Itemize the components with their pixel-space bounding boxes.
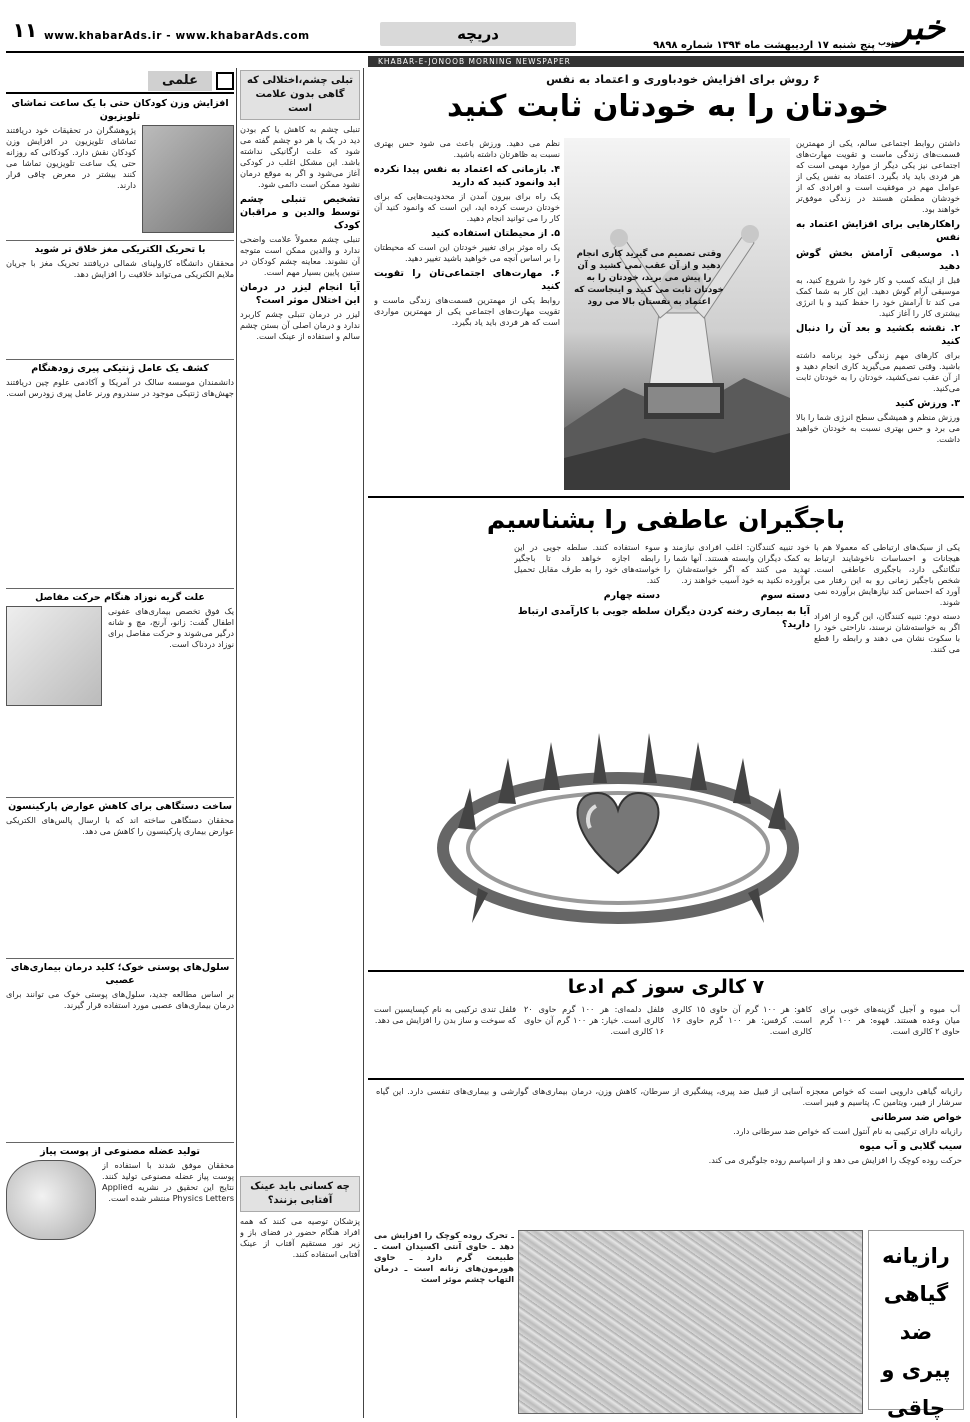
emotional-col2-h1: دسته چهارم (603, 590, 660, 601)
article-photo (564, 138, 790, 490)
emotional-col3-h1: دسته سوم (760, 590, 810, 601)
emotional-col2-text: سوء استفاده کنند. سلطه جویی در این رابطه اجازه خواهد داد تا باجگیر خواسته‌های خود را به طرف مقابل تحمیل کند. (514, 542, 660, 585)
tv-kids-photo (142, 125, 234, 233)
science-h3: کشف یک عامل ژنتیکی پیری زودهنگام (6, 359, 234, 375)
science-icon (216, 72, 234, 90)
col-left-p2: یک راه موثر برای تغییر خودتان این است که محیطتان را بر اساس آنچه می خواهید باشید تغییر دهید. (374, 242, 560, 263)
col-right-p0: داشتن روابط اجتماعی سالم، یکی از مهمترین قسمت‌های زندگی ماست و تقویت مهارت‌های اجتماعی نیز یکی دیگر از موارد مهمی است که هر فردی باید یاد بگیرد. اعتماد به نفس یکی از عوامل مهم در موفقیت است و افرادی که از خودشان مطمئن هستند در زندگی موفق‌تر خواهند بود. (796, 138, 960, 214)
section-banner (380, 22, 576, 46)
heart-trap-illustration (428, 698, 808, 948)
lazy-eye-h2: آیا انجام لیزر در درمان این اختلال موثر است؟ (240, 282, 360, 306)
col-right-h1: راهکارهایی برای افزایش اعتماد به نفس (796, 219, 960, 243)
english-name: KHABAR-E-JONOOB MORNING NEWSPAPER (378, 57, 571, 66)
date-line: پنج شنبه ۱۷ اردیبهشت ماه ۱۳۹۴ شماره ۹۸۹۸ (653, 40, 875, 51)
article-col-left (374, 138, 560, 490)
science-p3: دانشمندان موسسه سالک در آمریکا و آکادمی علوم چین دریافتند جهش‌های ژنتیکی موجود در سندروم ورنر عامل پیری زودرس است. (6, 377, 234, 398)
emotional-col3-text: خود تنبیه کنندگان: اغلب افرادی نیازمند و به کمک دیگران وابسته هستند. آنها شما را تهدید می کنند که اگر خواسته‌شان را برآورده نکنید به خود آسیب خواهند زد. (664, 542, 810, 585)
fennel-h2: سیب گلابی و آب میوه (859, 1141, 962, 1152)
col-left-h2: ۵. از محیطتان استفاده کنید (431, 228, 560, 239)
fennel-list: ـ تحرک روده کوچک را افزایش می دهد ـ حاوی آنتی اکسیدان است ـ طبیعت گرم دارد ـ حاوی هورمون‌های زنانه است ـ درمان التهاب چشم موثر است (374, 1230, 514, 1284)
lazy-eye-text (240, 120, 360, 1170)
lazy-eye-h1: تشخیص تنبلی چشم توسط والدین و مراقبان کودک (240, 194, 360, 231)
col-right-p4: ورزش منظم و همیشگی سطح انرژی شما را بالا می برد و حس بهتری نسبت به خودتان خواهید داشت. (796, 412, 960, 444)
col-left-p3: روابط یکی از مهمترین قسمت‌های زندگی ماست و تقویت مهارت‌های اجتماعی یکی از مهمترین مواردی است که هر فردی باید یاد بگیرد. (374, 295, 560, 327)
col-left-p1: یک راه برای بیرون آمدن از محدودیت‌هایی که برای خودتان درست کرده اید، این است که وانمود کنید آن کار را می توانید انجام دهید. (374, 191, 560, 223)
onion-photo (6, 1160, 96, 1240)
calorie-col4: فلفل تندی ترکیبی به نام کپسایسین است که سوخت و ساز بدن را افزایش می دهد. (374, 1004, 516, 1025)
emotional-col2-h2: سلطه جویی با کارآمدی ارتباط (517, 606, 660, 617)
col-right-p3: برای کارهای مهم زندگی خود برنامه داشته باشید. وقتی تصمیم می‌گیرید کاری انجام دهید و از آن عقب نمی‌کشید، خودتان را به خودتان ثابت می‌کنید. (796, 350, 960, 393)
science-h2: با تحریک الکتریکی مغز خلاق تر شوید (6, 240, 234, 256)
calorie-headline: ۷ کالری سوز کم ادعا (567, 976, 765, 998)
fennel-seeds-photo (518, 1230, 863, 1414)
fennel-text (376, 1086, 962, 1226)
science-p1: پژوهشگران در تحقیقات خود دریافتند تماشای تلویزیون در افزایش وزن کودکان نقش دارد. کودکانی که روزانه حتی یک ساعت تلویزیون تماشا می کنند بیشتر در معرض چاقی قرار دارند. (6, 125, 136, 190)
sunglasses-title-box (240, 1176, 360, 1212)
col-left-h3: ۶. مهارت‌های اجتماعی‌تان را تقویت کنید (374, 268, 560, 292)
science-h6: سلول‌های پوستی خوک؛ کلید درمان بیماری‌های عصبی (6, 958, 234, 987)
lazy-eye-p1: تنبلی چشم معمولاً علامت واضحی ندارد و والدین ممکن است متوجه آن نشوند. معاینه چشم کودکان در سنین پایین بسیار مهم است. (240, 234, 360, 277)
divider-left (236, 68, 237, 1418)
fennel-intro: رازیانه گیاهی دارویی است که خواص معجزه آسایی از قبیل ضد پیری، پیشگیری از سرطان، کاهش وزن، درمان بیماری‌های گوارشی و بیماری‌های تنفسی دارد. این گیاه سرشار از فیبر، ویتامین C، پتاسیم و فیبر است. (376, 1086, 962, 1107)
science-p6: بر اساس مطالعه جدید، سلول‌های پوستی خوک می توانند برای درمان بیماری‌های عصبی مورد استفاده قرار گیرند. (6, 989, 234, 1010)
emotional-headline: باجگیران عاطفی را بشناسیم (486, 505, 846, 534)
col-right-h3: ۲. نقشه بکشید و بعد آن را دنبال کنید (796, 323, 960, 347)
science-h1: افزایش وزن کودکان حتی با یک ساعت تماشای تلویزیون (11, 98, 229, 122)
english-name-bar (368, 56, 964, 67)
man-laptop-illustration (564, 138, 790, 490)
article-kicker: ۶ روش برای افزایش خودباوری و اعتماد به نفس (546, 72, 820, 86)
science-p7: محققان موفق شدند با استفاده از پوست پیاز عضله مصنوعی تولید کنند. نتایج این تحقیق در نشریه Applied Physics Letters منتشر شده است. (102, 1160, 234, 1203)
section-title: دریچه (457, 25, 499, 43)
page-number: ۱۱ (12, 18, 38, 42)
newspaper-logo (876, 8, 964, 52)
fennel-article (368, 1078, 964, 1420)
main-article (368, 70, 964, 494)
article-col-right (796, 138, 960, 490)
col-right-p2: قبل از اینکه کسب و کار خود را شروع کنید، به موسیقی آرام گوش دهید. این کار به شما کمک می کند تا آرامش خود را حفظ کنید و با انرژی بیشتری کار را آغاز کنید. (796, 275, 960, 318)
divider-main (363, 68, 364, 1418)
science-p2: محققان دانشگاه کارولینای شمالی دریافتند تحریک مغز با جریان ملایم الکتریکی می‌تواند خلاقیت را افزایش دهد. (6, 258, 234, 279)
crying-baby-photo (6, 606, 102, 706)
science-h4: علت گریه نوزاد هنگام حرکت مفاصل (6, 588, 234, 604)
masthead-rule (6, 51, 964, 53)
calorie-col3: فلفل دلمه‌ای: هر ۱۰۰ گرم حاوی ۲۰ کالری است. خیار: هر ۱۰۰ گرم آن حاوی ۱۶ کالری است. (524, 1004, 664, 1036)
logo-subtext: جنوب (878, 38, 901, 47)
sunglasses-text: پزشکان توصیه می کنند که همه افراد هنگام حضور در فضای باز و زیر نور مستقیم آفتاب از عینک آفتابی استفاده کنند. (240, 1216, 360, 1259)
col-right-h4: ۳. ورزش کنید (895, 398, 960, 409)
calorie-col2: کاهو: هر ۱۰۰ گرم آن حاوی ۱۵ کالری است. کرفس: هر ۱۰۰ گرم حاوی ۱۶ کالری است. (672, 1004, 812, 1036)
emotional-col4-text2: دسته دوم: تنبیه کنندگان، این گروه از افراد اگر به خواسته‌شان نرسند، ناراحتی خود را با سکوت نشان می دهند و رابطه را قطع می کنند. (814, 611, 960, 654)
science-column (6, 70, 234, 1416)
science-p5: محققان دستگاهی ساخته اند که با ارسال پالس‌های الکتریکی عوارض بیماری پارکینسون را کاهش می دهد. (6, 815, 234, 836)
science-label-bar (6, 70, 234, 94)
emotional-col3 (664, 542, 810, 692)
science-label: علمی (148, 71, 212, 91)
logo-text: خبر (894, 8, 946, 48)
lazy-eye-column (240, 70, 360, 1416)
pullquote: وقتی تصمیم می گیرید کاری انجام دهید و از آن عقب نمی کشید و آن را پیش می برید، خودتان را به خودتان ثابت می کنید و اینجاست که اعتماد به نفستان بالا می رود (574, 249, 724, 307)
article-headline: خودتان را به خودتان ثابت کنید (447, 89, 889, 124)
fennel-h1: خواص ضد سرطانی (870, 1112, 962, 1123)
col-left-h1: ۴. بازمانی که اعتماد به نفس پیدا نکرده اید وانمود کنید که دارید (374, 164, 560, 188)
lazy-eye-p2: لیزر در درمان تنبلی چشم کاربرد ندارد و درمان اصلی آن بستن چشم سالم و استفاده از عینک است. (240, 309, 360, 341)
lazy-eye-title-box (240, 70, 360, 120)
lazy-eye-p0: تنبلی چشم به کاهش یا کم بودن دید در یک یا هر دو چشم گفته می شود که علت ارگانیکی نداشته باشد. این مشکل اغلب در کودکی آغاز می‌شود و اگر به موقع درمان نشود ممکن است دائمی شود. (240, 124, 360, 189)
emotional-col2 (514, 542, 660, 692)
emotional-col4 (814, 542, 960, 966)
emotional-col4-text: یکی از سبک‌های ارتباطی که معمولا هم با هیجانات و احساسات ناخوشایند ارتباط تنگاتنگی دارد، باجگیری عاطفی است. شخص باجگیر زمانی رو به این رفتار می آورد که احساس کند نیازهایش برآورده نمی شوند. (814, 542, 960, 607)
heart-trap-svg (428, 698, 808, 948)
science-h5: ساخت دستگاهی برای کاهش عوارض پارکینسون (6, 797, 234, 813)
fennel-p1: رازیانه دارای ترکیبی به نام آنتول است که خواص ضد سرطانی دارد. (733, 1126, 962, 1136)
fennel-title-box (868, 1230, 964, 1420)
emotional-article (368, 496, 964, 968)
science-p4: یک فوق تخصص بیماری‌های عفونی اطفال گفت: زانو، آرنج، مچ و شانه درگیر می‌شوند و حرکت مفاصل برای نوزاد دردناک است. (108, 606, 234, 649)
sunglasses-title: چه کسانی باید عینک آفتابی بزنند؟ (250, 1181, 350, 1206)
col-left-p0: نظم می دهید. ورزش باعث می شود حس بهتری نسبت به ظاهرتان داشته باشید. (374, 138, 560, 159)
lazy-eye-title: تبلی چشم،اختلالی که گاهی بدون علامت است (246, 75, 354, 114)
masthead (0, 0, 970, 68)
fennel-title: رازیانه گیاهی ضد پیری و چاقی (881, 1244, 951, 1420)
calorie-article (368, 970, 964, 1076)
col-right-h2: ۱. موسیقی آرامش بخش گوش دهید (796, 248, 960, 272)
website-url: www.khabarAds.ir - www.khabarAds.com (44, 30, 310, 42)
fennel-p2: حرکت روده کوچک را افزایش می دهد و از اسپاسم روده جلوگیری می کند. (708, 1155, 962, 1165)
emotional-col3-h2: آیا به بیماری رخنه کردن دیگران دارید؟ (664, 606, 810, 630)
calorie-col1: آب میوه و آجیل گزینه‌های خوبی برای میان وعده هستند. قهوه: هر ۱۰۰ گرم حاوی ۲ کالری است. (820, 1004, 960, 1036)
science-h7: تولید عضله مصنوعی از پوست پیاز (6, 1142, 234, 1158)
